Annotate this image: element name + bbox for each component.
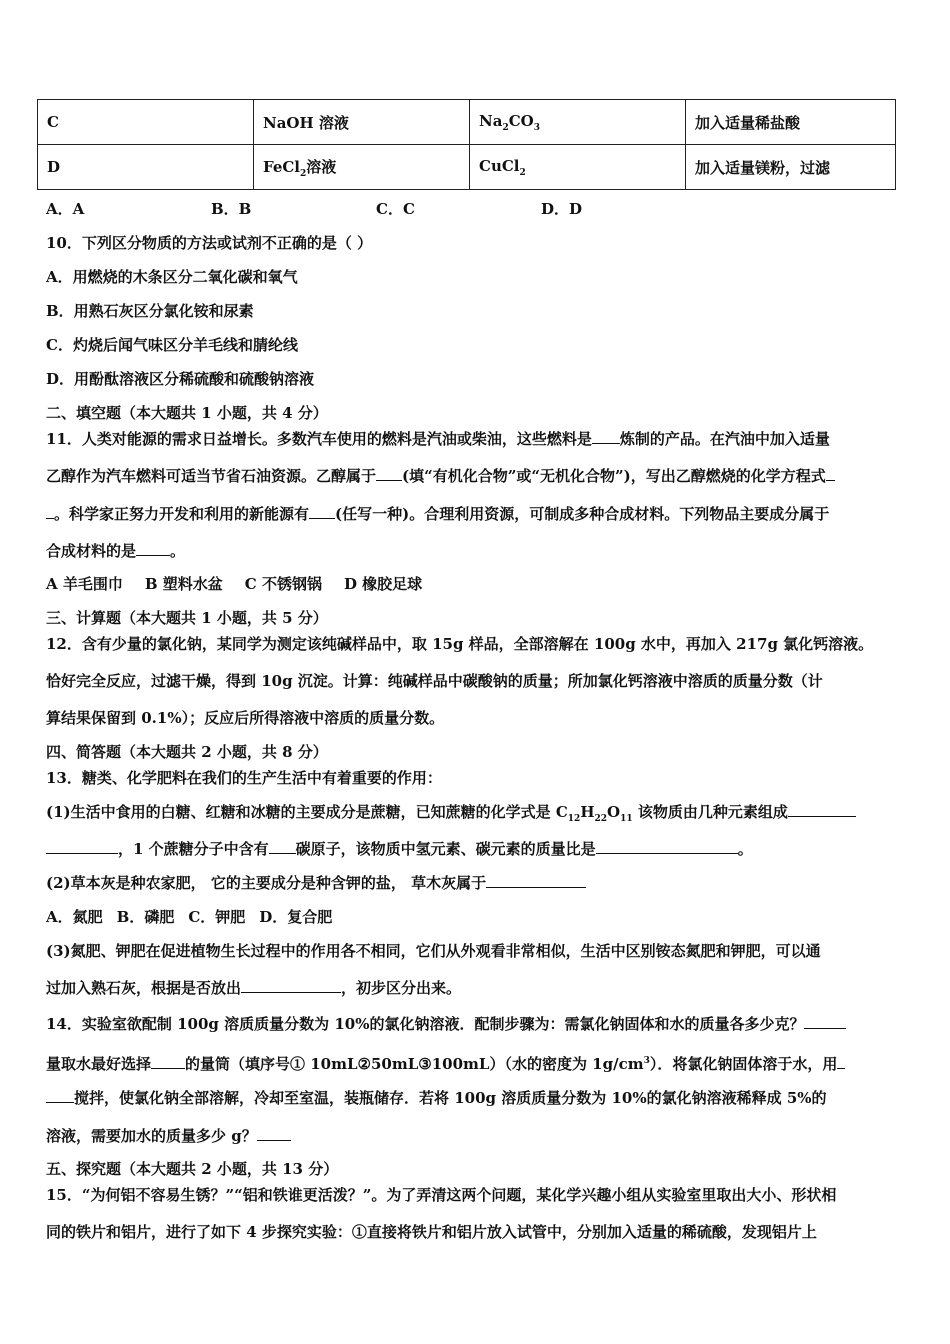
- table-cell: 加入适量稀盐酸: [686, 100, 896, 145]
- q11-line-1: [46, 429, 830, 449]
- table-cell: D: [38, 145, 254, 190]
- table-cell: NaOH 溶液: [254, 100, 470, 145]
- text: (1)生活中食用的白糖、红糖和冰糖的主要成分是蔗糖，已知蔗糖的化学式是 $C_{12}H_{22}O_{11}$ 该物质由几种元素组成: [46, 803, 788, 824]
- table-cell: C: [38, 100, 254, 145]
- q13-part-2-options: [46, 907, 346, 927]
- text: ，初步区分出来。: [341, 979, 462, 997]
- text: 搅拌，使氯化钠全部溶解，冷却至室温，装瓶储存．若将 100g 溶质质量分数为 10%的氯化钠溶液稀释成 5%的: [74, 1089, 827, 1107]
- option: A．氮肥: [46, 908, 103, 926]
- table-cell: 加入适量镁粉，过滤: [686, 145, 896, 190]
- blank: [596, 839, 738, 854]
- section-heading-2: 二、填空题（本大题共 1 小题，共 4 分）: [46, 404, 328, 422]
- text: (填“有机化合物”或“无机化合物”)，写出乙醇燃烧的化学方程式: [402, 467, 826, 485]
- blank: [257, 1126, 291, 1141]
- text: ，1 个蔗糖分子中含有: [118, 840, 269, 858]
- text: 。: [737, 840, 753, 858]
- text: (2)草本灰是种农家肥， 它的主要成分是种含钾的盐， 草木灰属于: [46, 874, 487, 892]
- blank: [269, 839, 296, 854]
- q14-line-4: [46, 1126, 291, 1146]
- q14-line-3: [46, 1088, 827, 1108]
- blank: [826, 466, 835, 481]
- q13-part-1-cont: [46, 839, 753, 859]
- q10-option-c: C．灼烧后闻气味区分羊毛线和腈纶线: [46, 336, 298, 354]
- text: 。科学家正努力开发和利用的新能源有: [54, 505, 310, 523]
- blank: [592, 429, 620, 444]
- blank: [46, 504, 54, 519]
- blank: [151, 1054, 185, 1069]
- choice-b: B．B: [211, 200, 252, 218]
- text: 的量筒（填序号① 10mL②50mL③100mL）（水的密度为 1g/cm: [185, 1055, 644, 1073]
- q10-option-b: B．用熟石灰区分氯化铵和尿素: [46, 302, 254, 320]
- table-cell: FeCl$_2$溶液: [254, 145, 470, 190]
- text: 合成材料的是: [46, 542, 137, 560]
- option: A 羊毛围巾: [46, 575, 123, 593]
- q12-line-3: 算结果保留到 0.1%）；反应后所得溶液中溶质的质量分数。: [46, 709, 445, 727]
- q11-line-3: [46, 504, 829, 524]
- blank: [136, 541, 170, 556]
- superscript: 3: [643, 1056, 650, 1066]
- text: 11．人类对能源的需求日益增长。多数汽车使用的燃料是汽油或柴油，这些燃料是: [46, 430, 592, 448]
- table-cell: CuCl$_2$: [470, 145, 686, 190]
- q11-line-4: [46, 541, 185, 561]
- q10-option-a: A．用燃烧的木条区分二氧化碳和氧气: [46, 268, 298, 286]
- q15-line-1: 15．“为何铝不容易生锈？”“铝和铁谁更活泼？”。为了弄清这两个问题，某化学兴趣小组从实验室里取出大小、形状相: [46, 1186, 837, 1204]
- q11-line-2: [46, 466, 835, 486]
- blank: [376, 466, 402, 481]
- blank: [788, 802, 856, 817]
- section-heading-4: 四、简答题（本大题共 2 小题，共 8 分）: [46, 743, 328, 761]
- q9-choices: [46, 199, 706, 219]
- blank: [309, 504, 335, 519]
- section-heading-3: 三、计算题（本大题共 1 小题，共 5 分）: [46, 609, 328, 627]
- choice-d: D．D: [541, 200, 583, 218]
- text: 碳原子，该物质中氢元素、碳元素的质量比是: [295, 840, 596, 858]
- choice-c: C．C: [376, 200, 415, 218]
- q14-line-2: [46, 1051, 845, 1074]
- option: C．钾肥: [188, 908, 246, 926]
- q14-line-1: [46, 1014, 846, 1034]
- q10-stem: 10．下列区分物质的方法或试剂不正确的是（ ）: [46, 234, 373, 252]
- option: C 不锈钢锅: [244, 575, 322, 593]
- blank: [837, 1054, 845, 1069]
- q13-part-3: (3)氮肥、钾肥在促进植物生长过程中的作用各不相同，它们从外观看非常相似，生活中区别铵态氮肥和钾肥，可以通: [46, 942, 821, 960]
- option: D 橡胶足球: [343, 575, 423, 593]
- q13-part-2: [46, 873, 586, 893]
- blank: [46, 1088, 74, 1103]
- table-row: [38, 145, 896, 190]
- q11-options: [46, 574, 444, 594]
- q15-line-2: 同的铁片和铝片，进行了如下 4 步探究实验：①直接将铁片和铝片放入试管中，分别加入适量的稀硫酸，发现铝片上: [46, 1223, 817, 1241]
- blank: [241, 978, 341, 993]
- q13-stem: 13．糖类、化学肥料在我们的生产生活中有着重要的作用：: [46, 769, 442, 787]
- choice-a: A．A: [46, 200, 85, 218]
- table-cell: $Na_2CO_3$: [470, 100, 686, 145]
- blank: [804, 1014, 846, 1029]
- text: 炼制的产品。在汽油中加入适量: [619, 430, 830, 448]
- option: B 塑料水盆: [144, 575, 223, 593]
- blank: [46, 839, 118, 854]
- table-row: [38, 100, 896, 145]
- options-table: [37, 99, 896, 190]
- text: 。: [170, 542, 186, 560]
- q13-part-1: [46, 802, 856, 829]
- q13-part-3-cont: [46, 978, 461, 998]
- text: (任写一种)。合理利用资源，可制成多种合成材料。下列物品主要成分属于: [335, 505, 830, 523]
- text: 乙醇作为汽车燃料可适当节省石油资源。乙醇属于: [46, 467, 377, 485]
- q12-line-1: 12．含有少量的氯化钠，某同学为测定该纯碱样品中，取 15g 样品，全部溶解在 100g 水中，再加入 217g 氯化钙溶液。: [46, 635, 874, 653]
- option: D．复合肥: [259, 908, 333, 926]
- blank: [486, 873, 586, 888]
- text: 14．实验室欲配制 100g 溶质质量分数为 10%的氯化钠溶液．配制步骤为：需氯化钠固体和水的质量各多少克？: [46, 1015, 805, 1033]
- text: 过加入熟石灰，根据是否放出: [46, 979, 242, 997]
- q12-line-2: 恰好完全反应，过滤干燥，得到 10g 沉淀。计算：纯碱样品中碳酸钠的质量；所加氯化钙溶液中溶质的质量分数（计: [46, 672, 823, 690]
- text: ）．将氯化钠固体溶于水，用: [649, 1055, 838, 1073]
- text: 量取水最好选择: [46, 1055, 152, 1073]
- option: B．磷肥: [116, 908, 175, 926]
- section-heading-5: 五、探究题（本大题共 2 小题，共 13 分）: [46, 1160, 339, 1178]
- q10-option-d: D．用酚酞溶液区分稀硫酸和硫酸钠溶液: [46, 370, 315, 388]
- text: 溶液，需要加水的质量多少 g？: [46, 1127, 257, 1145]
